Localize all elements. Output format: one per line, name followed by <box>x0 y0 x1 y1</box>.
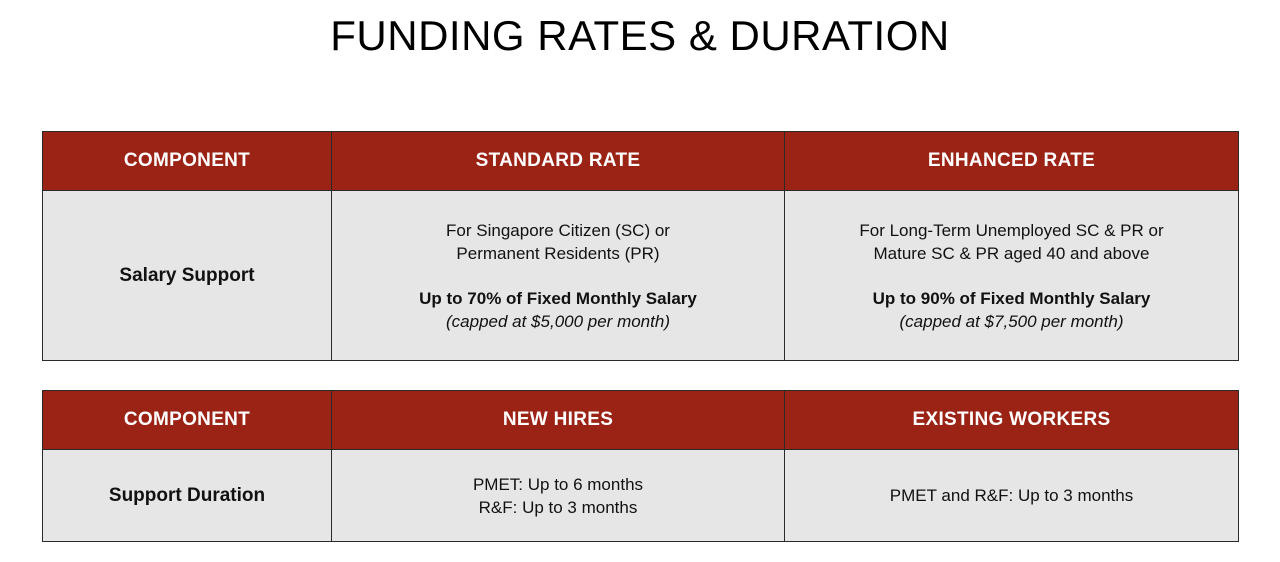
standard-rate-value: Up to 70% of Fixed Monthly Salary <box>419 288 697 308</box>
component-salary-support: Salary Support <box>43 191 332 361</box>
support-duration-table <box>42 390 1239 542</box>
enhanced-rate-cell <box>785 191 1239 361</box>
funding-rates-table <box>42 131 1239 361</box>
header-enhanced-rate: ENHANCED RATE <box>785 132 1239 191</box>
component-support-duration: Support Duration <box>43 450 332 542</box>
header-component: COMPONENT <box>43 391 332 450</box>
existing-workers-cell <box>785 450 1239 542</box>
page-title: FUNDING RATES & DURATION <box>330 12 950 59</box>
table-header-row <box>43 132 1239 191</box>
standard-eligibility-line1: For Singapore Citizen (SC) or <box>446 220 670 240</box>
table-header-row <box>43 391 1239 450</box>
standard-eligibility-line2: Permanent Residents (PR) <box>456 243 660 263</box>
standard-rate-cap: (capped at $5,000 per month) <box>446 311 670 331</box>
header-component: COMPONENT <box>43 132 332 191</box>
header-existing-workers: EXISTING WORKERS <box>785 391 1239 450</box>
new-hires-pmet: PMET: Up to 6 months <box>472 474 644 494</box>
new-hires-rf: R&F: Up to 3 months <box>478 497 638 517</box>
header-standard-rate: STANDARD RATE <box>332 132 785 191</box>
header-new-hires: NEW HIRES <box>332 391 785 450</box>
table-row <box>43 191 1239 361</box>
enhanced-eligibility-line2: Mature SC & PR aged 40 and above <box>873 243 1150 263</box>
standard-rate-cell <box>332 191 785 361</box>
table-row <box>43 450 1239 542</box>
enhanced-eligibility-line1: For Long-Term Unemployed SC & PR or <box>859 220 1164 240</box>
new-hires-cell <box>332 450 785 542</box>
enhanced-rate-value: Up to 90% of Fixed Monthly Salary <box>872 288 1151 308</box>
enhanced-rate-cap: (capped at $7,500 per month) <box>899 311 1124 331</box>
existing-workers-duration: PMET and R&F: Up to 3 months <box>889 486 1134 505</box>
